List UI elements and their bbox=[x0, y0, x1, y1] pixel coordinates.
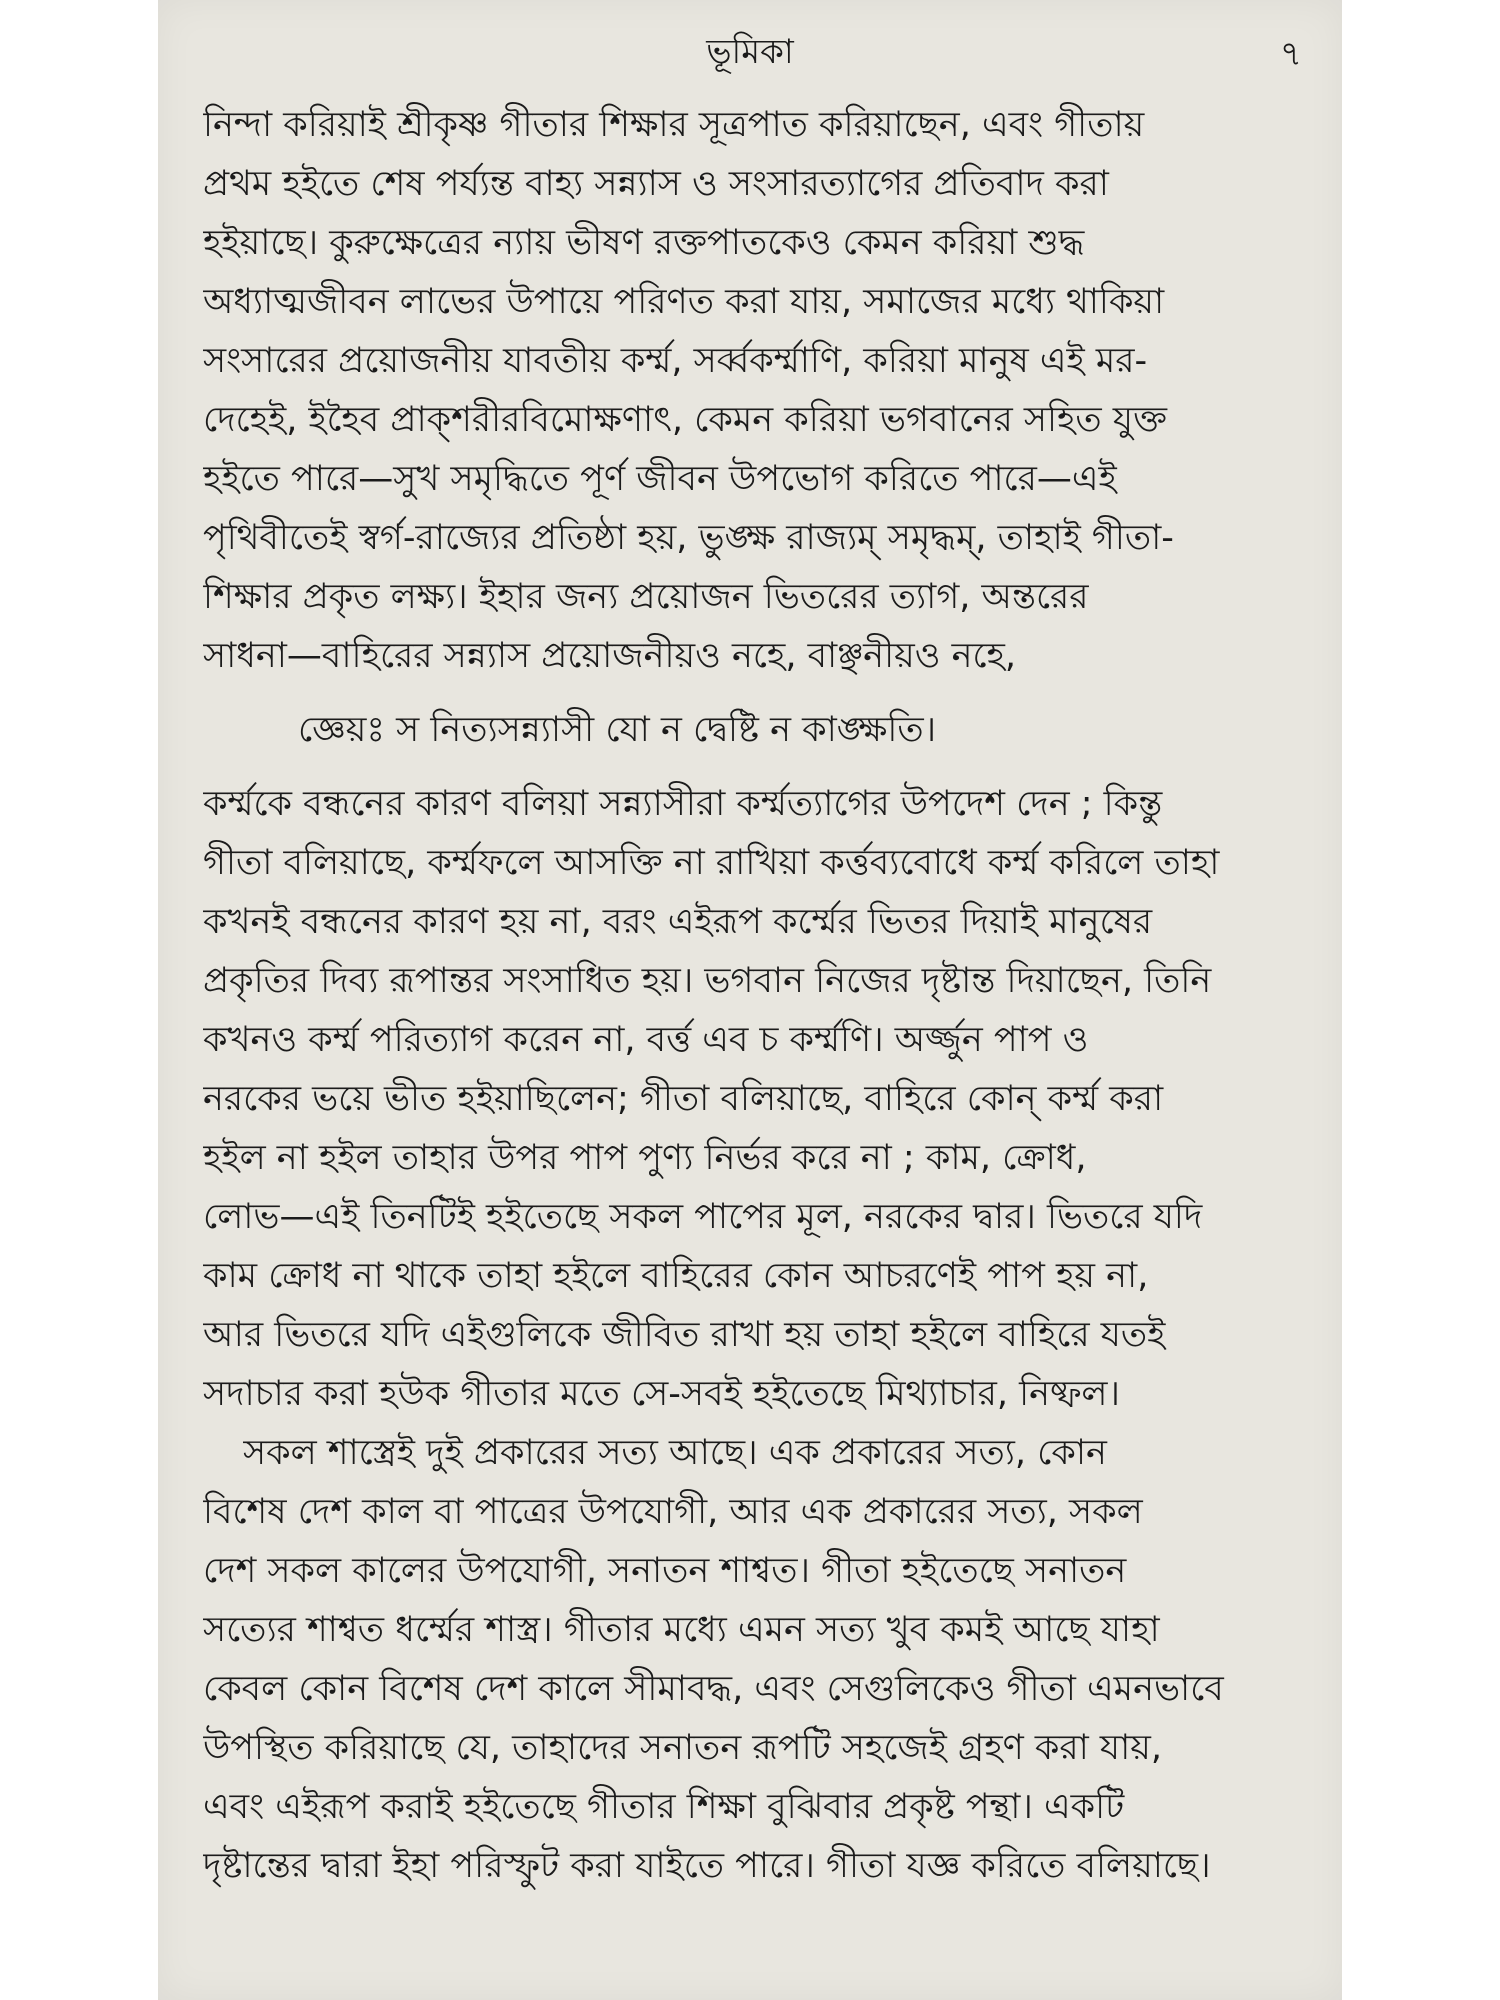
text-line-30: দৃষ্টান্তের দ্বারা ইহা পরিস্ফুট করা যাইতে পারে। গীতা যজ্ঞ করিতে বলিয়াছে। bbox=[203, 1846, 1211, 1886]
text-line-16: কখনও কর্ম্ম পরিত্যাগ করেন না, বর্ত্ত এব চ কর্ম্মণি। অর্জ্জুন পাপ ও bbox=[203, 1020, 1089, 1060]
text-line-13: গীতা বলিয়াছে, কর্ম্মফলে আসক্তি না রাখিয়া কর্ত্তব্যবোধে কর্ম্ম করিলে তাহা bbox=[203, 843, 1220, 883]
text-line-9: শিক্ষার প্রকৃত লক্ষ্য। ইহার জন্য প্রয়োজন ভিতরের ত্যাগ, অন্তরের bbox=[203, 577, 1089, 617]
text-line-28: উপস্থিত করিয়াছে যে, তাহাদের সনাতন রূপটি সহজেই গ্রহণ করা যায়, bbox=[203, 1728, 1162, 1768]
text-line-27: কেবল কোন বিশেষ দেশ কালে সীমাবদ্ধ, এবং সেগুলিকেও গীতা এমনভাবে bbox=[203, 1669, 1224, 1709]
text-line-5: সংসারের প্রয়োজনীয় যাবতীয় কর্ম্ম, সর্ব্বকর্ম্মাণি, করিয়া মানুষ এই মর- bbox=[203, 341, 1148, 381]
text-line-22: সদাচার করা হউক গীতার মতে সে-সবই হইতেছে মিথ্যাচার, নিষ্ফল। bbox=[203, 1374, 1120, 1414]
text-line-29: এবং এইরূপ করাই হইতেছে গীতার শিক্ষা বুঝিবার প্রকৃষ্ট পন্থা। একটি bbox=[203, 1787, 1125, 1827]
verse-line: জ্ঞেয়ঃ স নিত্যসন্ন্যাসী যো ন দ্বেষ্টি ন কাঙ্ক্ষতি। bbox=[298, 710, 937, 750]
text-line-2: প্রথম হইতে শেষ পর্য্যন্ত বাহ্য সন্ন্যাস ও সংসারত্যাগের প্রতিবাদ করা bbox=[203, 164, 1109, 204]
page-title: ভূমিকা bbox=[706, 32, 794, 72]
text-line-8: পৃথিবীতেই স্বর্গ-রাজ্যের প্রতিষ্ঠা হয়, ভুঙ্ক্ষ রাজ্যম্ সমৃদ্ধম্, তাহাই গীতা- bbox=[203, 518, 1174, 558]
page-number: ৭ bbox=[1279, 34, 1302, 74]
text-line-18: হইল না হইল তাহার উপর পাপ পুণ্য নির্ভর করে না ; কাম, ক্রোধ, bbox=[203, 1138, 1087, 1178]
book-page bbox=[158, 0, 1342, 2000]
text-line-3: হইয়াছে। কুরুক্ষেত্রের ন্যায় ভীষণ রক্তপাতকেও কেমন করিয়া শুদ্ধ bbox=[203, 223, 1085, 263]
text-line-10: সাধনা—বাহিরের সন্ন্যাস প্রয়োজনীয়ও নহে, বাঞ্ছনীয়ও নহে, bbox=[203, 636, 1017, 676]
text-line-17: নরকের ভয়ে ভীত হইয়াছিলেন; গীতা বলিয়াছে, বাহিরে কোন্ কর্ম্ম করা bbox=[203, 1079, 1164, 1119]
text-line-19: লোভ—এই তিনটিই হইতেছে সকল পাপের মূল, নরকের দ্বার। ভিতরে যদি bbox=[203, 1197, 1203, 1237]
text-line-7: হইতে পারে—সুখ সমৃদ্ধিতে পূর্ণ জীবন উপভোগ করিতে পারে—এই bbox=[203, 459, 1117, 499]
text-line-23: সকল শাস্ত্রেই দুই প্রকারের সত্য আছে। এক প্রকারের সত্য, কোন bbox=[243, 1433, 1107, 1473]
text-line-6: দেহেই, ইহৈব প্রাক্শরীরবিমোক্ষণাৎ, কেমন করিয়া ভগবানের সহিত যুক্ত bbox=[203, 400, 1167, 440]
text-line-4: অধ্যাত্মজীবন লাভের উপায়ে পরিণত করা যায়, সমাজের মধ্যে থাকিয়া bbox=[203, 282, 1165, 322]
text-line-1: নিন্দা করিয়াই শ্রীকৃষ্ণ গীতার শিক্ষার সূত্রপাত করিয়াছেন, এবং গীতায় bbox=[203, 105, 1145, 145]
text-line-20: কাম ক্রোধ না থাকে তাহা হইলে বাহিরের কোন আচরণেই পাপ হয় না, bbox=[203, 1256, 1149, 1296]
text-line-25: দেশ সকল কালের উপযোগী, সনাতন শাশ্বত। গীতা হইতেছে সনাতন bbox=[203, 1551, 1127, 1591]
text-line-24: বিশেষ দেশ কাল বা পাত্রের উপযোগী, আর এক প্রকারের সত্য, সকল bbox=[203, 1492, 1143, 1532]
text-line-15: প্রকৃতির দিব্য রূপান্তর সংসাধিত হয়। ভগবান নিজের দৃষ্টান্ত দিয়াছেন, তিনি bbox=[203, 961, 1212, 1001]
page-header bbox=[198, 18, 1302, 88]
text-line-14: কখনই বন্ধনের কারণ হয় না, বরং এইরূপ কর্ম্মের ভিতর দিয়াই মানুষের bbox=[203, 902, 1153, 942]
text-line-21: আর ভিতরে যদি এইগুলিকে জীবিত রাখা হয় তাহা হইলে বাহিরে যতই bbox=[203, 1315, 1166, 1355]
text-line-26: সত্যের শাশ্বত ধর্ম্মের শাস্ত্র। গীতার মধ্যে এমন সত্য খুব কমই আছে যাহা bbox=[203, 1610, 1160, 1650]
text-line-12: কর্ম্মকে বন্ধনের কারণ বলিয়া সন্ন্যাসীরা কর্ম্মত্যাগের উপদেশ দেন ; কিন্তু bbox=[203, 784, 1163, 824]
